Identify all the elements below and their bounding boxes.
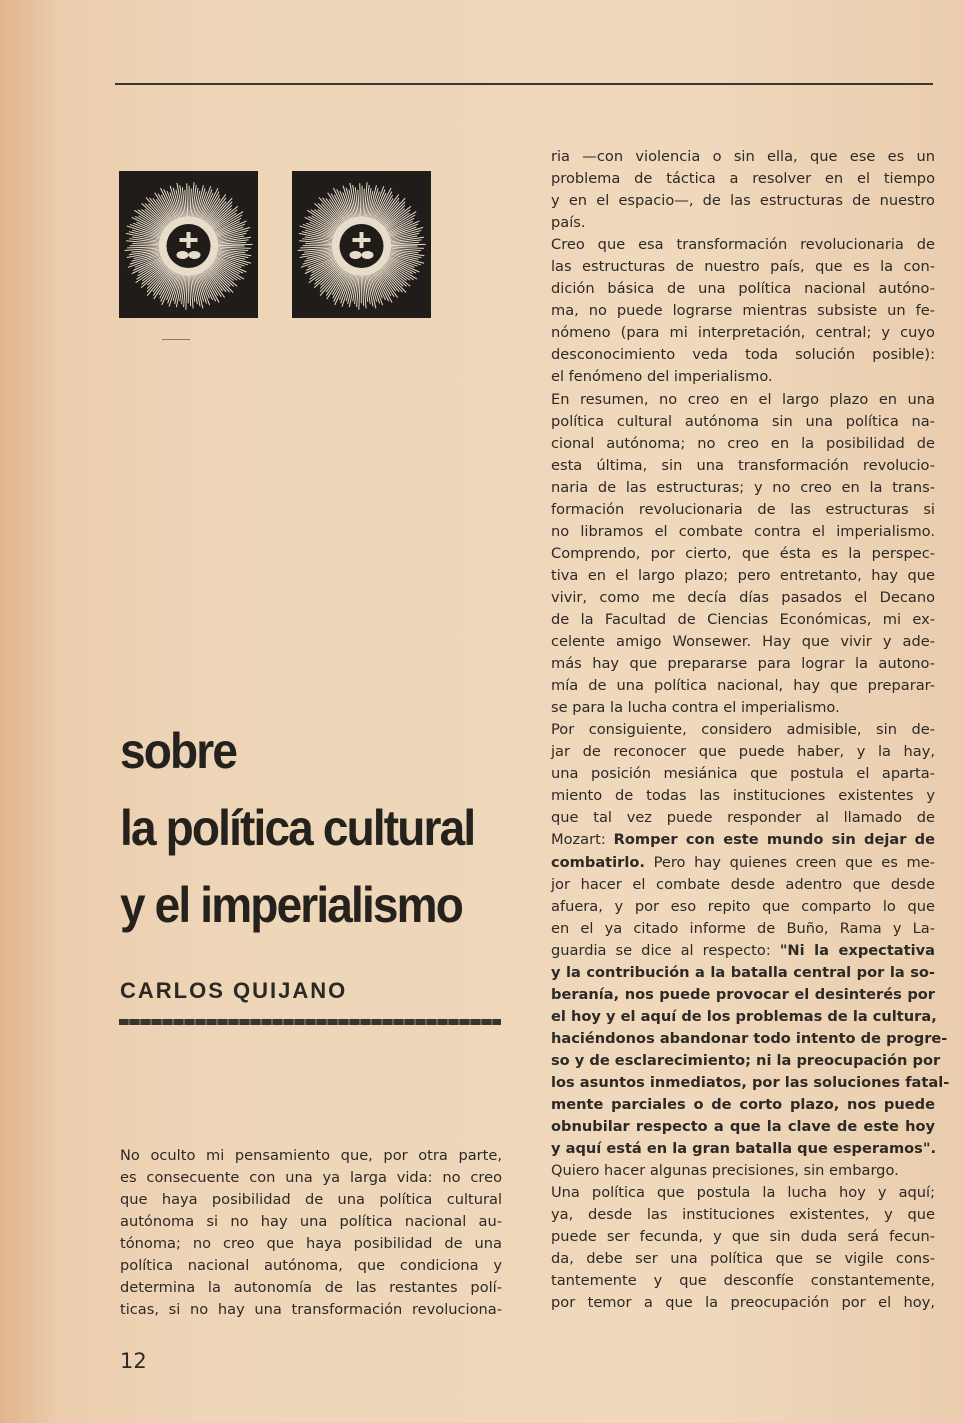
text-line: una posición mesiánica que postula el aparta- — [551, 765, 935, 783]
text-line: mente parciales o de corto plazo, nos puede — [551, 1096, 935, 1114]
author-rule — [119, 1019, 501, 1025]
text-line: ma, no puede lograrse mientras subsiste un fe- — [551, 302, 935, 320]
text-line: Creo que esa transformación revolucionaria de — [551, 236, 935, 254]
text-line: cional autónoma; no creo en la posibilidad de — [551, 434, 935, 452]
text-line: puede ser fecunda, y que sin duda será fecun- — [551, 1228, 935, 1246]
text-line: beranía, nos puede provocar el desinterés por — [551, 985, 935, 1003]
emblem-icon — [292, 171, 431, 318]
text-line: naria de las estructuras; y no creo en la trans- — [551, 478, 935, 496]
text-line: Mozart: Romper con este mundo sin dejar de — [551, 831, 935, 849]
text-line: política nacional autónoma, que condiciona y — [120, 1257, 502, 1275]
article-title-line-2: la política cultural — [120, 800, 475, 856]
text-line: nómeno (para mi interpretación, central; y cuyo — [551, 324, 935, 342]
text-line: por temor a que la preocupación por el hoy, — [551, 1294, 935, 1312]
text-line: afuera, y por eso repito que comparto lo que — [551, 897, 935, 915]
article-title-line-3: y el imperialismo — [120, 877, 463, 933]
text-line: y en el espacio—, de las estructuras de nuestro — [551, 192, 935, 210]
text-line: problema de táctica a resolver en el tiempo — [551, 170, 935, 188]
text-line: autónoma si no hay una política nacional au- — [120, 1213, 502, 1231]
text-line: tantemente y que desconfíe constantemente, — [551, 1272, 935, 1290]
text-line: es consecuente con una ya larga vida: no creo — [120, 1169, 502, 1187]
text-line: en el ya citado informe de Buño, Rama y La- — [551, 919, 935, 937]
text-line: política cultural autónoma sin una política na- — [551, 412, 935, 430]
text-line: obnubilar respecto a que la clave de este hoy — [551, 1118, 935, 1136]
text-line: ya, desde las instituciones existentes, y que — [551, 1206, 935, 1224]
text-line: determina la autonomía de las restantes polí- — [120, 1279, 502, 1297]
text-line: Comprendo, por cierto, que ésta es la perspec- — [551, 544, 935, 562]
text-line: No oculto mi pensamiento que, por otra parte, — [120, 1147, 502, 1164]
text-line: combatirlo. Pero hay quienes creen que es me- — [551, 853, 935, 871]
text-line: el fenómeno del imperialismo. — [551, 368, 773, 386]
text-line: guardia se dice al respecto: "Ni la expectativa — [551, 941, 935, 959]
text-line: jor hacer el combate desde adentro que desde — [551, 875, 935, 893]
text-line: miento de todas las instituciones existentes y — [551, 787, 935, 805]
text-line: formación revolucionaria de las estructuras si — [551, 500, 935, 518]
text-line: las estructuras de nuestro país, que es la con- — [551, 258, 935, 276]
text-line: y aquí está en la gran batalla que esperamos". — [551, 1140, 937, 1158]
text-line: el hoy y el aquí de los problemas de la cultura, — [551, 1007, 937, 1025]
text-line: mía de una política nacional, hay que preparar- — [551, 677, 935, 695]
text-line: de la Facultad de Ciencias Económicas, mi ex- — [551, 610, 935, 628]
right-column-text — [551, 146, 950, 1314]
top-rule — [115, 83, 933, 85]
emblem-icon — [119, 171, 258, 318]
article-title-line-1: sobre — [120, 723, 237, 779]
text-line: esta última, sin una transformación revolucio- — [551, 456, 935, 474]
text-line: celente amigo Wonsewer. Hay que vivir y ade- — [551, 633, 935, 651]
text-line: ria —con violencia o sin ella, que ese es un — [551, 148, 935, 165]
text-line: dición básica de una política nacional autóno- — [551, 280, 935, 298]
text-line: En resumen, no creo en el largo plazo en una — [551, 390, 935, 408]
text-line: Quiero hacer algunas precisiones, sin embargo. — [551, 1162, 899, 1180]
text-line: se para la lucha contra el imperialismo. — [551, 699, 840, 717]
text-line: Por consiguiente, considero admisible, sin de- — [551, 721, 935, 739]
text-line: país. — [551, 214, 586, 232]
page-number: 12 — [120, 1349, 147, 1373]
text-line: tiva en el largo plazo; pero entretanto, hay que — [551, 566, 935, 584]
text-line: vivir, como me decía días pasados el Decano — [551, 588, 935, 606]
text-line: so y de esclarecimiento; ni la preocupación por — [551, 1051, 941, 1069]
text-line: da, debe ser una política que se vigile cons- — [551, 1250, 935, 1268]
text-line: que tal vez puede responder al llamado de — [551, 809, 935, 827]
text-line: Una política que postula la lucha hoy y aquí; — [551, 1184, 935, 1202]
text-line: haciéndonos abandonar todo intento de progre- — [551, 1029, 948, 1047]
text-line: que haya posibilidad de una política cultural — [120, 1191, 502, 1209]
text-line: jar de reconocer que puede haber, y la hay, — [551, 743, 935, 761]
text-line: los asuntos inmediatos, por las soluciones fatal- — [551, 1073, 950, 1091]
text-line: ticas, si no hay una transformación revoluciona- — [120, 1301, 502, 1319]
text-line: no libramos el combate contra el imperialismo. — [551, 522, 935, 540]
text-line: y la contribución a la batalla central por la so- — [551, 963, 935, 981]
left-column-text — [120, 1145, 502, 1321]
text-line: más hay que prepararse para lograr la autono- — [551, 655, 935, 673]
text-line: tónoma; no creo que haya posibilidad de una — [120, 1235, 502, 1253]
author-name: CARLOS QUIJANO — [120, 978, 348, 1003]
divider — [162, 339, 190, 340]
text-line: desconocimiento veda toda solución posible): — [551, 346, 935, 364]
